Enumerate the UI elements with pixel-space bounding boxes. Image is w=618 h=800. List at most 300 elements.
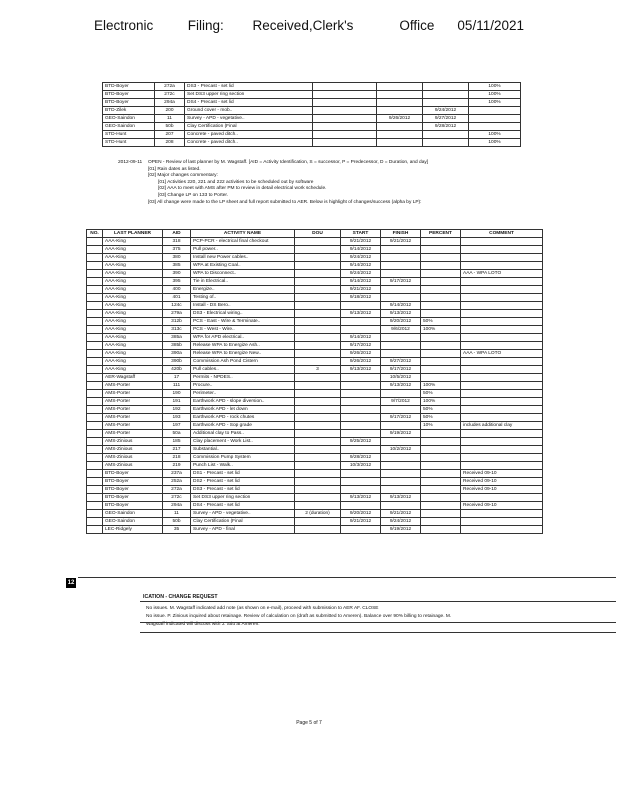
table-cell xyxy=(381,246,421,254)
table-cell: AAA-King xyxy=(103,294,163,302)
table-cell: DS1 - Precast - set lid xyxy=(191,470,295,478)
table-cell: 9/26/2012 xyxy=(377,115,423,123)
column-header: START xyxy=(341,230,381,238)
table-cell xyxy=(295,526,341,534)
table-cell: 9/13/2012 xyxy=(341,366,381,374)
table-cell: 9/21/2012 xyxy=(341,286,381,294)
column-header: AID xyxy=(163,230,191,238)
table-cell xyxy=(381,502,421,510)
table-cell xyxy=(341,486,381,494)
table-row xyxy=(87,398,543,406)
table-cell xyxy=(381,342,421,350)
table-cell xyxy=(381,454,421,462)
table-cell xyxy=(421,502,461,510)
table-cell: 385b xyxy=(163,342,191,350)
table-cell: PCS - West - Wire.. xyxy=(191,326,295,334)
table-cell xyxy=(421,302,461,310)
section-title-rule xyxy=(140,601,616,602)
table-cell xyxy=(87,518,103,526)
table-cell: Additional clay to Pass.. xyxy=(191,430,295,438)
table-cell: 9/25/2012 xyxy=(341,438,381,446)
table-cell xyxy=(87,358,103,366)
table-cell xyxy=(421,350,461,358)
table-cell xyxy=(421,486,461,494)
table-cell xyxy=(341,422,381,430)
table-cell xyxy=(381,462,421,470)
table-row xyxy=(87,414,543,422)
table-cell: Release WPA to Energize New.. xyxy=(191,350,295,358)
table-cell xyxy=(461,398,543,406)
table-cell xyxy=(295,462,341,470)
table-cell xyxy=(87,486,103,494)
table-cell xyxy=(295,406,341,414)
table-row xyxy=(87,526,543,534)
table-row xyxy=(87,278,543,286)
table-cell xyxy=(295,438,341,446)
table-row xyxy=(87,470,543,478)
table-cell: 385 xyxy=(163,262,191,270)
table-cell: 385a xyxy=(163,334,191,342)
table-cell: AMS-Zinious xyxy=(103,446,163,454)
table-cell: AER-Wagstaff xyxy=(103,374,163,382)
table-cell xyxy=(381,334,421,342)
table-cell xyxy=(421,294,461,302)
table-cell: Set DS3 upper ring section xyxy=(185,91,313,99)
table-cell xyxy=(461,446,543,454)
table-cell: Clay Certification (Final xyxy=(185,123,313,131)
table-cell xyxy=(461,254,543,262)
table-cell: GEO-Saindon xyxy=(103,518,163,526)
table-cell xyxy=(341,430,381,438)
table-cell: Tie in Electrical.. xyxy=(191,278,295,286)
table-cell xyxy=(87,310,103,318)
table-cell: 10/3/2012 xyxy=(341,462,381,470)
table-cell xyxy=(461,366,543,374)
table-cell xyxy=(313,123,377,131)
table-cell xyxy=(423,99,469,107)
table-cell: AMS-Porter xyxy=(103,430,163,438)
table-row xyxy=(87,294,543,302)
table-cell xyxy=(295,262,341,270)
table-row xyxy=(87,382,543,390)
table-cell: BTD-Boyer xyxy=(103,91,155,99)
table-row xyxy=(87,326,543,334)
table-cell xyxy=(87,254,103,262)
table-cell: Commission Ash Pond Cistern xyxy=(191,358,295,366)
table-cell xyxy=(381,270,421,278)
table-cell: 10/2/2012 xyxy=(381,446,421,454)
notes-line: [01] Rain dates as listed. xyxy=(148,166,201,172)
table-cell xyxy=(421,430,461,438)
table-row xyxy=(87,334,543,342)
table-cell: Survey - APD - final xyxy=(191,526,295,534)
table-cell: AAA - WPA LOTO xyxy=(461,350,543,358)
table-cell: DS4 - Precast - set lid xyxy=(191,502,295,510)
table-cell: Clay Certification (Final xyxy=(191,518,295,526)
table-header-row xyxy=(87,230,543,238)
table-row xyxy=(87,430,543,438)
table-cell: LEC-Ridgely xyxy=(103,526,163,534)
table-cell xyxy=(421,470,461,478)
table-cell xyxy=(461,382,543,390)
table-cell: 9/17/2012 xyxy=(341,342,381,350)
table-cell: 9/24/2012 xyxy=(381,518,421,526)
table-cell: AMS-Porter xyxy=(103,382,163,390)
table-cell: Earthwork APD - let down xyxy=(191,406,295,414)
table-row xyxy=(87,374,543,382)
table-cell: 9/24/2012 xyxy=(423,107,469,115)
table-cell: 400 xyxy=(163,286,191,294)
table-cell xyxy=(295,422,341,430)
change-note-line: No issue. P. Zinious inquired about retainage. Review of calculation on (draft as submitted to Ameren). Balance over 90% billing to retainage. M. xyxy=(146,613,452,619)
table-cell: Received 09-10 xyxy=(461,486,543,494)
notes-date: 2012-09-11 xyxy=(118,160,143,165)
table-cell: Earthwork APD - Sop grade xyxy=(191,422,295,430)
table-cell xyxy=(421,310,461,318)
table-cell xyxy=(381,390,421,398)
table-cell xyxy=(421,366,461,374)
table-row xyxy=(87,454,543,462)
table-cell xyxy=(295,350,341,358)
table-cell: Ground cover - mob.. xyxy=(185,107,313,115)
table-cell xyxy=(87,438,103,446)
table-row xyxy=(103,99,521,107)
table-cell: 3 xyxy=(295,366,341,374)
table-row xyxy=(103,123,521,131)
table-cell: AMS-Zinious xyxy=(103,462,163,470)
table-cell: PCP-PCR - electrical final checkout xyxy=(191,238,295,246)
table-cell xyxy=(423,131,469,139)
table-cell xyxy=(87,454,103,462)
section-title: ICATION - CHANGE REQUEST xyxy=(143,594,218,600)
table-cell xyxy=(295,302,341,310)
table-cell xyxy=(381,262,421,270)
table-cell xyxy=(295,494,341,502)
table-cell: BTD-Boyer xyxy=(103,502,163,510)
table-cell: 9/27/2012 xyxy=(381,358,421,366)
table-row xyxy=(87,406,543,414)
table-cell: 197 xyxy=(163,422,191,430)
table-cell xyxy=(313,91,377,99)
table-cell: AAA-King xyxy=(103,238,163,246)
table-cell xyxy=(295,270,341,278)
change-note-line: No issues. M. Wagstaff indicated add note (as shown on e-mail), proceed with submission to AER AF. CLOSE xyxy=(146,606,379,611)
table-cell xyxy=(295,342,341,350)
table-cell: 9/28/2012 xyxy=(423,123,469,131)
table-cell: 111 xyxy=(163,382,191,390)
table-row xyxy=(87,478,543,486)
table-cell: GEO-Saindon xyxy=(103,510,163,518)
table-cell xyxy=(421,374,461,382)
notes-line: [03] All change were made to the LP sheet and full report submitted to AER. Below is highlight of changes/success (alpha by LP): xyxy=(148,199,422,205)
table-cell xyxy=(313,115,377,123)
table-cell xyxy=(87,326,103,334)
table-cell xyxy=(421,246,461,254)
table-cell xyxy=(87,414,103,422)
table-row xyxy=(103,83,521,91)
table-cell: Pull power.. xyxy=(191,246,295,254)
table-cell xyxy=(377,91,423,99)
column-header: PERCENT xyxy=(421,230,461,238)
table-cell: AMS-Porter xyxy=(103,422,163,430)
table-cell: 272c xyxy=(155,91,185,99)
change-note-line: Wagstaff indicated will discuss with J. Stitt at Ameren. xyxy=(146,621,260,627)
table-cell: AMS-Zinious xyxy=(103,438,163,446)
table-cell: 50b xyxy=(163,518,191,526)
table-row xyxy=(103,131,521,139)
column-header: FINISH xyxy=(381,230,421,238)
table-cell: BTD-Zilek xyxy=(103,107,155,115)
table-cell xyxy=(461,286,543,294)
table-cell: 100% xyxy=(469,91,521,99)
table-cell xyxy=(421,462,461,470)
table-cell xyxy=(341,470,381,478)
table-cell: AAA-King xyxy=(103,358,163,366)
table-cell xyxy=(421,358,461,366)
table-cell xyxy=(87,302,103,310)
meeting-notes xyxy=(118,160,538,206)
table-cell: 279a xyxy=(163,310,191,318)
filing-header: Electronic Filing: Received,Clerk's Office 05/11/2021 xyxy=(94,18,524,33)
table-cell: Earthwork APD - rock chutes xyxy=(191,414,295,422)
table-cell: AAA-King xyxy=(103,326,163,334)
table-cell xyxy=(87,238,103,246)
table-cell: 50% xyxy=(421,414,461,422)
table-cell: 9/6/2012 xyxy=(381,326,421,334)
table-cell xyxy=(421,262,461,270)
table-cell: 420b xyxy=(163,366,191,374)
table-cell xyxy=(87,510,103,518)
table-cell xyxy=(461,462,543,470)
table-cell xyxy=(461,238,543,246)
table-cell xyxy=(87,470,103,478)
table-cell xyxy=(87,334,103,342)
table-cell xyxy=(295,518,341,526)
table-cell: 9/7/2012 xyxy=(381,398,421,406)
table-cell: 9/21/2012 xyxy=(381,510,421,518)
table-cell xyxy=(381,470,421,478)
section-number-badge: 12 xyxy=(67,580,75,586)
table-cell xyxy=(341,318,381,326)
table-row xyxy=(87,342,543,350)
table-cell xyxy=(381,350,421,358)
notes-line: OPEN - Review of last planner by M. Wagstaff. [AID = Activity Identification, S = successor, P = Predecessor, D = Duration, and day] xyxy=(148,160,429,165)
table-cell: BTD-Boyer xyxy=(103,494,163,502)
table-cell: Received 09-10 xyxy=(461,502,543,510)
table-cell: BTD-Boyer xyxy=(103,99,155,107)
table-cell: 50% xyxy=(421,318,461,326)
table-row xyxy=(103,139,521,147)
table-row xyxy=(87,510,543,518)
table-row xyxy=(87,462,543,470)
table-cell xyxy=(87,390,103,398)
table-cell: Punch List - Walk.. xyxy=(191,462,295,470)
table-cell: BTD-Boyer xyxy=(103,486,163,494)
table-cell: Earthwork APD - slope diversion.. xyxy=(191,398,295,406)
table-cell: AAA-King xyxy=(103,318,163,326)
table-row xyxy=(87,318,543,326)
table-row xyxy=(103,107,521,115)
table-cell: Received 09-10 xyxy=(461,470,543,478)
table-cell xyxy=(295,398,341,406)
table-cell xyxy=(461,318,543,326)
table-cell xyxy=(295,382,341,390)
table-cell: Install new Power cables.. xyxy=(191,254,295,262)
table-cell: BTD-Boyer xyxy=(103,83,155,91)
table-cell xyxy=(421,494,461,502)
table-cell xyxy=(295,390,341,398)
table-cell: 380 xyxy=(163,254,191,262)
table-cell xyxy=(87,318,103,326)
table-cell: 124c xyxy=(163,302,191,310)
table-cell xyxy=(313,131,377,139)
table-cell xyxy=(295,286,341,294)
table-cell xyxy=(87,422,103,430)
notes-line: [02] AAA to meet with AMS after PM to review in detail electrical work schedule. xyxy=(158,186,327,192)
column-header: COMMENT xyxy=(461,230,543,238)
table-cell: Commission Pump System xyxy=(191,454,295,462)
table-cell: 272a xyxy=(155,83,185,91)
table-cell xyxy=(461,518,543,526)
table-cell xyxy=(421,342,461,350)
table-cell: Survey - APD - vegetative.. xyxy=(191,510,295,518)
table-cell xyxy=(87,342,103,350)
section-divider-bottom xyxy=(140,632,616,633)
table-cell xyxy=(295,446,341,454)
table-cell xyxy=(423,139,469,147)
table-cell: AAA-King xyxy=(103,302,163,310)
table-cell xyxy=(87,502,103,510)
table-cell: DS3 - Precast - set lid xyxy=(191,486,295,494)
table-cell: 208 xyxy=(155,139,185,147)
table-cell: Release WPA to Energize Ash.. xyxy=(191,342,295,350)
table-cell xyxy=(461,310,543,318)
table-cell: Concrete - paved ditch.. xyxy=(185,139,313,147)
table-cell: 294a xyxy=(155,99,185,107)
table-cell: WPA at Existing Coal.. xyxy=(191,262,295,270)
table-cell xyxy=(377,83,423,91)
table-cell: AMS-Zinious xyxy=(103,454,163,462)
section-divider-top xyxy=(78,577,616,578)
table-row xyxy=(87,270,543,278)
table-cell: AMS-Porter xyxy=(103,406,163,414)
table-cell: 312b xyxy=(163,318,191,326)
table-cell: 9/19/2012 xyxy=(381,430,421,438)
table-cell xyxy=(87,430,103,438)
table-cell: AAA - WPA LOTO xyxy=(461,270,543,278)
table-cell: AAA-King xyxy=(103,270,163,278)
table-cell: 218 xyxy=(163,454,191,462)
table-cell xyxy=(87,526,103,534)
table-cell: AMS-Porter xyxy=(103,390,163,398)
table-cell xyxy=(469,115,521,123)
table-cell xyxy=(295,254,341,262)
table-cell xyxy=(461,246,543,254)
table-cell: includes additional clay xyxy=(461,422,543,430)
table-cell: 191 xyxy=(163,398,191,406)
table-cell: 193 xyxy=(163,414,191,422)
table-cell xyxy=(421,286,461,294)
table-cell: 237a xyxy=(163,470,191,478)
table-cell: AAA-King xyxy=(103,262,163,270)
table-cell: DS3 - Electrical wiring.. xyxy=(191,310,295,318)
table-cell: AAA-King xyxy=(103,246,163,254)
table-cell: Concrete - paved ditch.. xyxy=(185,131,313,139)
table-cell xyxy=(461,342,543,350)
table-cell: DS2 - Precast - set lid xyxy=(191,478,295,486)
table-cell xyxy=(313,83,377,91)
table-cell: 200 xyxy=(155,107,185,115)
table-cell xyxy=(461,438,543,446)
table-cell xyxy=(341,398,381,406)
table-cell xyxy=(469,123,521,131)
table-cell xyxy=(295,326,341,334)
table-cell xyxy=(421,526,461,534)
table-cell xyxy=(461,302,543,310)
table-cell: 318 xyxy=(163,238,191,246)
top-activity-table xyxy=(102,82,521,147)
table-cell xyxy=(461,358,543,366)
table-cell: 100% xyxy=(421,326,461,334)
table-row xyxy=(87,358,543,366)
table-cell: Perimeter.. xyxy=(191,390,295,398)
table-cell xyxy=(341,382,381,390)
table-cell: 11 xyxy=(163,510,191,518)
table-cell xyxy=(87,478,103,486)
table-cell: 9/14/2012 xyxy=(381,302,421,310)
table-row xyxy=(87,286,543,294)
table-cell xyxy=(295,310,341,318)
table-cell: AAA-King xyxy=(103,278,163,286)
table-cell: AMS-Porter xyxy=(103,398,163,406)
table-cell: 217 xyxy=(163,446,191,454)
table-cell xyxy=(377,107,423,115)
table-cell: 252a xyxy=(163,478,191,486)
table-cell: Clay placement - Work List.. xyxy=(191,438,295,446)
table-cell: 313c xyxy=(163,326,191,334)
table-cell xyxy=(341,390,381,398)
table-cell: 9/24/2012 xyxy=(341,254,381,262)
table-cell: 390a xyxy=(163,350,191,358)
table-cell xyxy=(341,374,381,382)
table-cell: 9/17/2012 xyxy=(381,366,421,374)
table-cell: Set DS3 upper ring section xyxy=(191,494,295,502)
table-cell: 9/17/2012 xyxy=(381,278,421,286)
table-cell: 395 xyxy=(163,278,191,286)
table-cell: 50a xyxy=(163,430,191,438)
table-cell: 9/19/2012 xyxy=(381,526,421,534)
table-cell xyxy=(421,478,461,486)
table-cell xyxy=(461,494,543,502)
table-cell xyxy=(341,302,381,310)
table-cell: 9/26/2012 xyxy=(341,350,381,358)
table-cell: 9/17/2012 xyxy=(381,414,421,422)
table-cell xyxy=(87,382,103,390)
table-cell xyxy=(421,454,461,462)
table-cell xyxy=(295,454,341,462)
table-row xyxy=(87,302,543,310)
table-cell xyxy=(295,478,341,486)
table-cell xyxy=(381,486,421,494)
table-row xyxy=(87,486,543,494)
notes-line: [01] Activities 220, 221 and 222 activities to be scheduled out by software xyxy=(158,179,314,185)
table-cell xyxy=(87,278,103,286)
table-cell xyxy=(461,414,543,422)
table-cell: 375 xyxy=(163,246,191,254)
table-cell xyxy=(87,270,103,278)
table-cell xyxy=(377,131,423,139)
table-cell xyxy=(87,406,103,414)
